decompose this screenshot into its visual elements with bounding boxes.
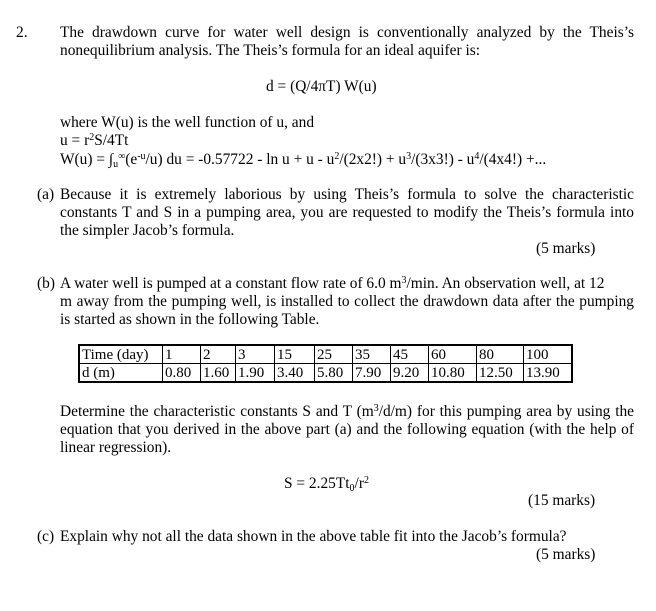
part-b-line-2: m away from the pumping well, is installed to collect the drawdown data after the pumping	[60, 293, 634, 310]
part-a-line-2: constants T and S in a pumping area, you are requested to modify the Theis’s formula into	[60, 204, 634, 221]
drawdown-cell: 12.50	[477, 364, 524, 383]
drawdown-cell: 0.80	[163, 364, 201, 383]
time-cell: 15	[275, 345, 315, 364]
time-cell: 3	[236, 345, 275, 364]
time-cell: 100	[524, 345, 573, 364]
part-b-line-1: A water well is pumped at a constant flow rate of 6.0 $m^3/\min$. An observation well, at 12	[60, 275, 605, 292]
determine-line-3: linear regression).	[60, 439, 172, 456]
time-row	[79, 345, 572, 364]
time-cell: 45	[391, 345, 429, 364]
time-row-header: Time (day)	[79, 345, 163, 364]
time-cell: 1	[163, 345, 201, 364]
determine-line-1: Determine the characteristic constants S and T $(m^3/d/m)$ for this pumping area by using the	[60, 403, 634, 420]
theis-formula: d = (Q/4πT) W(u)	[266, 78, 377, 95]
determine-line-2: equation that you derived in the above part (a) and the following equation (with the help of	[60, 421, 634, 438]
part-a-line-1: Because it is extremely laborious by using Theis’s formula to solve the characteristic	[60, 186, 634, 203]
time-cell: 35	[353, 345, 391, 364]
part-a-label: (a)	[37, 186, 55, 203]
where-line: where W(u) is the well function of u, and	[60, 114, 315, 131]
drawdown-cell: 13.90	[524, 364, 573, 383]
part-a-marks: (5 marks)	[536, 240, 596, 257]
part-b-line-3: is started as shown in the following Table.	[60, 311, 320, 328]
part-c-marks: (5 marks)	[536, 546, 596, 563]
u-definition: $u = r^2S/4Tt$	[60, 132, 129, 149]
drawdown-cell: 5.80	[315, 364, 353, 383]
time-cell: 2	[201, 345, 236, 364]
drawdown-row-header: d (m)	[79, 364, 163, 383]
part-c-line-1: Explain why not all the data shown in the above table fit into the Jacob’s formula?	[60, 528, 567, 545]
storage-formula: $S = 2.25Tt_0/r^2$	[284, 475, 369, 494]
drawdown-cell: 9.20	[391, 364, 429, 383]
drawdown-table	[78, 344, 573, 383]
drawdown-cell: 1.90	[236, 364, 275, 383]
intro-line-2: nonequilibrium analysis. The Theis’s formula for an ideal aquifer is:	[60, 42, 481, 59]
drawdown-cell: 1.60	[201, 364, 236, 383]
time-cell: 80	[477, 345, 524, 364]
drawdown-cell: 7.90	[353, 364, 391, 383]
part-c-label: (c)	[37, 528, 55, 545]
time-cell: 25	[315, 345, 353, 364]
drawdown-cell: 3.40	[275, 364, 315, 383]
time-cell: 60	[429, 345, 477, 364]
intro-line-1: The drawdown curve for water well design is conventionally analyzed by the Theis’s	[60, 24, 634, 41]
part-b-label: (b)	[37, 275, 55, 292]
question-number: 2.	[16, 24, 28, 41]
part-b-marks: (15 marks)	[528, 492, 596, 509]
drawdown-cell: 10.80	[429, 364, 477, 383]
well-function-definition: $W(u) = \int_u^\infty(e^{-u}/u)$ du = $-0.57722 - \ln u + u - u^2/(2x2!) + u^3/(3x3!) - u^4/(4x4!)$ +...	[60, 151, 547, 170]
drawdown-row	[79, 364, 572, 383]
part-a-line-3: the simpler Jacob’s formula.	[60, 222, 235, 239]
